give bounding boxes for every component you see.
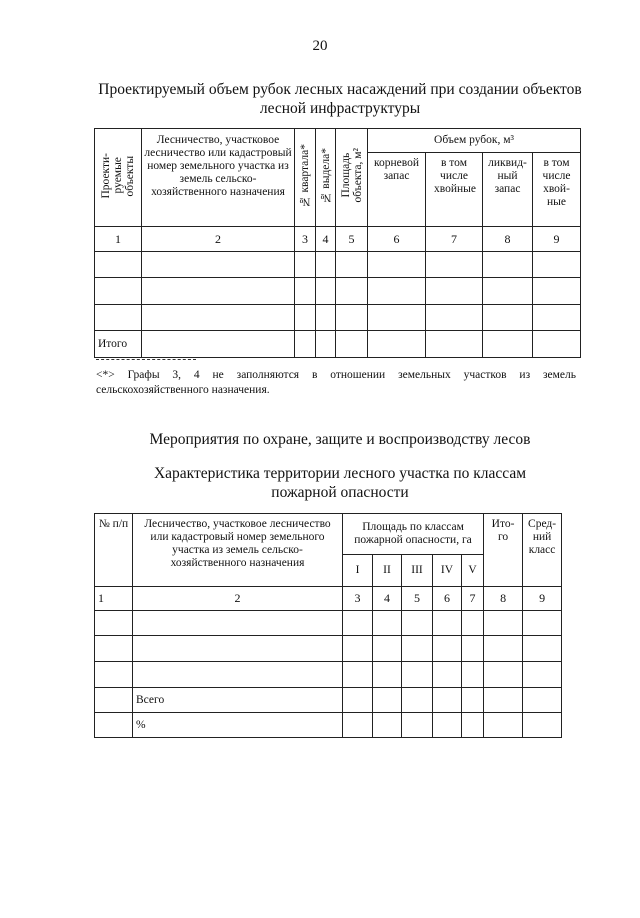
empty-cell[interactable] <box>373 713 402 738</box>
header-allotment-number: № выдела* <box>316 129 336 227</box>
section2-heading: Мероприятия по охране, защите и воспроизводству лесов <box>149 431 531 448</box>
header-class-4: IV <box>433 555 462 587</box>
empty-cell[interactable] <box>523 611 562 636</box>
empty-cell[interactable] <box>523 636 562 662</box>
empty-cell[interactable] <box>316 278 336 305</box>
header-class-5: V <box>462 555 484 587</box>
empty-cell[interactable] <box>295 305 316 331</box>
empty-cell[interactable] <box>295 252 316 278</box>
empty-cell[interactable] <box>402 611 433 636</box>
empty-cell[interactable] <box>433 636 462 662</box>
empty-cell[interactable] <box>433 662 462 688</box>
empty-cell[interactable] <box>133 611 343 636</box>
colnum-cell: 4 <box>316 227 336 252</box>
table-row <box>95 611 562 636</box>
empty-cell[interactable] <box>533 305 581 331</box>
empty-cell[interactable] <box>462 688 484 713</box>
empty-cell[interactable] <box>433 688 462 713</box>
section1-title-line2: лесной инфраструктуры <box>259 100 421 117</box>
empty-cell[interactable] <box>484 713 523 738</box>
colnum-cell: 8 <box>484 587 523 611</box>
empty-cell[interactable] <box>142 331 295 358</box>
colnum-cell: 2 <box>133 587 343 611</box>
empty-cell[interactable] <box>316 305 336 331</box>
empty-cell[interactable] <box>402 713 433 738</box>
empty-cell[interactable] <box>402 662 433 688</box>
empty-cell[interactable] <box>343 713 373 738</box>
empty-cell[interactable] <box>483 252 533 278</box>
empty-cell[interactable] <box>336 331 368 358</box>
header-projected-objects-text: Проекти- руемые объекты <box>100 152 136 199</box>
colnum-cell: 6 <box>368 227 426 252</box>
total-row <box>95 688 562 713</box>
empty-cell[interactable] <box>402 688 433 713</box>
empty-cell[interactable] <box>484 662 523 688</box>
colnum-cell: 1 <box>95 227 142 252</box>
empty-cell[interactable] <box>295 331 316 358</box>
empty-cell[interactable] <box>95 611 133 636</box>
empty-cell[interactable] <box>343 611 373 636</box>
empty-cell[interactable] <box>95 713 133 738</box>
footnote <box>96 368 576 398</box>
header-class-3: III <box>402 555 433 587</box>
header-class-1: I <box>343 555 373 587</box>
empty-cell[interactable] <box>426 305 483 331</box>
colnum-cell: 7 <box>462 587 484 611</box>
footnote-line2: сельскохозяйственного назначения. <box>96 384 270 396</box>
empty-cell[interactable] <box>343 688 373 713</box>
table-row <box>95 662 562 688</box>
logging-volume-table <box>94 128 581 358</box>
header-liquid-stock: ликвид-ный запас <box>483 153 533 227</box>
colnum-cell: 1 <box>95 587 133 611</box>
empty-cell[interactable] <box>373 636 402 662</box>
empty-cell[interactable] <box>95 636 133 662</box>
empty-cell[interactable] <box>426 278 483 305</box>
colnum-cell: 3 <box>295 227 316 252</box>
empty-cell[interactable] <box>483 305 533 331</box>
empty-cell[interactable] <box>433 713 462 738</box>
empty-cell[interactable] <box>336 252 368 278</box>
header-total: Ито-го <box>484 514 523 587</box>
section2-subtitle <box>60 464 620 502</box>
section1-title <box>60 80 620 118</box>
empty-cell[interactable] <box>533 252 581 278</box>
empty-cell[interactable] <box>484 688 523 713</box>
percent-label: % <box>133 713 343 738</box>
header-forestry: Лесничество, участковое лесничество или кадастровый номер земельного участка из земель сельско-хозяйственного назначения <box>142 129 295 227</box>
empty-cell[interactable] <box>462 662 484 688</box>
empty-cell[interactable] <box>483 331 533 358</box>
header-class-2: II <box>373 555 402 587</box>
empty-cell[interactable] <box>295 278 316 305</box>
header-number: № п/п <box>95 514 133 587</box>
section2-subtitle-line1: Характеристика территории лесного участка по классам <box>153 465 527 482</box>
table-row <box>95 278 581 305</box>
empty-cell[interactable] <box>316 252 336 278</box>
empty-cell[interactable] <box>523 713 562 738</box>
section1-title-line1: Проектируемый объем рубок лесных насаждений при создании объектов <box>98 81 582 98</box>
header-volume-group: Объем рубок, м³ <box>368 129 581 153</box>
empty-cell[interactable] <box>426 252 483 278</box>
empty-cell[interactable] <box>142 252 295 278</box>
header-forestry: Лесничество, участковое лесничество или кадастровый номер земельного участка из земель сельско-хозяйственного назначения <box>133 514 343 587</box>
empty-cell[interactable] <box>483 278 533 305</box>
colnum-cell: 5 <box>336 227 368 252</box>
empty-cell[interactable] <box>95 278 142 305</box>
colnum-cell: 9 <box>533 227 581 252</box>
empty-cell[interactable] <box>426 331 483 358</box>
percent-row <box>95 713 562 738</box>
column-numbers-row <box>95 227 581 252</box>
empty-cell[interactable] <box>343 662 373 688</box>
total-label: Итого <box>95 331 142 358</box>
header-growing-stock: корневой запас <box>368 153 426 227</box>
empty-cell[interactable] <box>336 305 368 331</box>
table-row <box>95 252 581 278</box>
page-number: 20 <box>312 38 328 54</box>
empty-cell[interactable] <box>462 611 484 636</box>
colnum-cell: 4 <box>373 587 402 611</box>
empty-cell[interactable] <box>462 713 484 738</box>
header-object-area: Площадь объекта, м² <box>336 129 368 227</box>
colnum-cell: 7 <box>426 227 483 252</box>
header-coniferous: в том числе хвойные <box>426 153 483 227</box>
colnum-cell: 8 <box>483 227 533 252</box>
empty-cell[interactable] <box>533 331 581 358</box>
column-numbers-row <box>95 587 562 611</box>
header-area-group: Площадь по классам пожарной опасности, га <box>343 514 484 555</box>
empty-cell[interactable] <box>95 688 133 713</box>
empty-cell[interactable] <box>373 611 402 636</box>
empty-cell[interactable] <box>533 278 581 305</box>
total-label: Всего <box>133 688 343 713</box>
total-row <box>95 331 581 358</box>
empty-cell[interactable] <box>368 252 426 278</box>
table-row <box>95 636 562 662</box>
empty-cell[interactable] <box>343 636 373 662</box>
empty-cell[interactable] <box>142 305 295 331</box>
empty-cell[interactable] <box>316 331 336 358</box>
empty-cell[interactable] <box>373 662 402 688</box>
header-average-class: Сред-ний класс <box>523 514 562 587</box>
header-projected-objects <box>95 129 142 227</box>
empty-cell[interactable] <box>142 278 295 305</box>
empty-cell[interactable] <box>95 252 142 278</box>
header-quarter-number: № квартала* <box>295 129 316 227</box>
empty-cell[interactable] <box>462 636 484 662</box>
empty-cell[interactable] <box>368 305 426 331</box>
empty-cell[interactable] <box>373 688 402 713</box>
empty-cell[interactable] <box>523 662 562 688</box>
colnum-cell: 5 <box>402 587 433 611</box>
empty-cell[interactable] <box>368 331 426 358</box>
empty-cell[interactable] <box>133 636 343 662</box>
empty-cell[interactable] <box>433 611 462 636</box>
header-coniferous-2: в том числе хвой-ные <box>533 153 581 227</box>
colnum-cell: 6 <box>433 587 462 611</box>
empty-cell[interactable] <box>484 636 523 662</box>
footnote-separator <box>96 359 196 360</box>
table-row <box>95 305 581 331</box>
empty-cell[interactable] <box>95 662 133 688</box>
empty-cell[interactable] <box>484 611 523 636</box>
colnum-cell: 9 <box>523 587 562 611</box>
empty-cell[interactable] <box>402 636 433 662</box>
empty-cell[interactable] <box>368 278 426 305</box>
colnum-cell: 2 <box>142 227 295 252</box>
empty-cell[interactable] <box>523 688 562 713</box>
empty-cell[interactable] <box>336 278 368 305</box>
footnote-line1: <*> Графы 3, 4 не заполняются в отношении земельных участков из земель <box>96 369 576 381</box>
empty-cell[interactable] <box>133 662 343 688</box>
colnum-cell: 3 <box>343 587 373 611</box>
section2-subtitle-line2: пожарной опасности <box>271 484 409 501</box>
empty-cell[interactable] <box>95 305 142 331</box>
fire-danger-table <box>94 513 562 738</box>
